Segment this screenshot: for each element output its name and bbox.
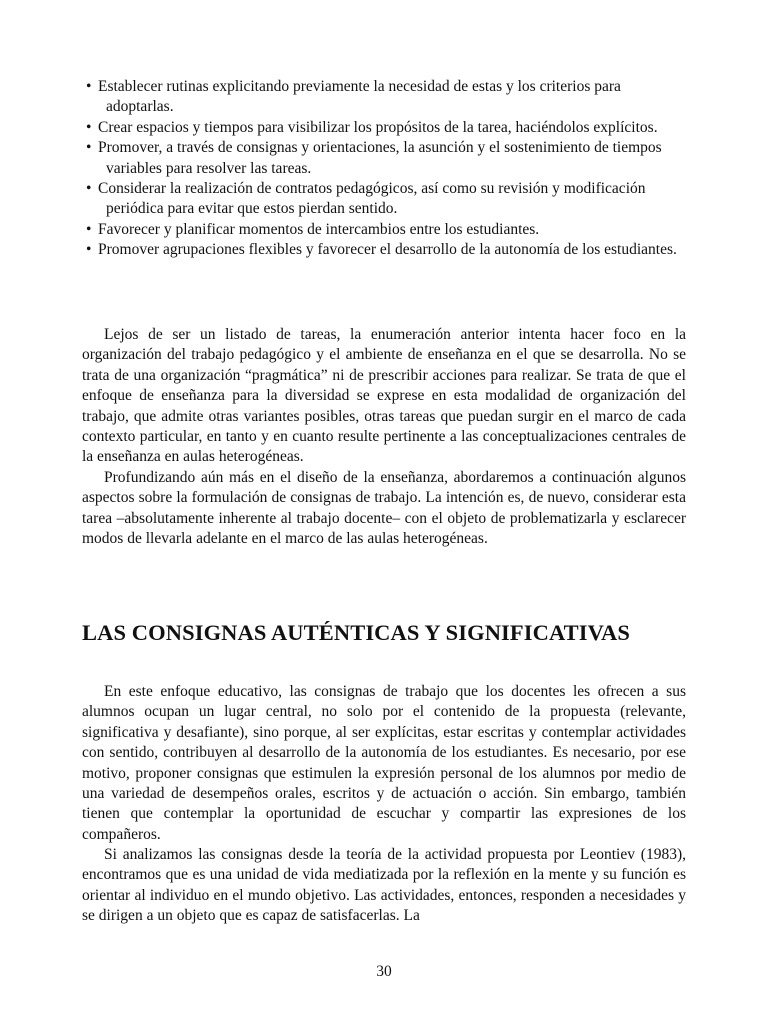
bullet-text: Establecer rutinas explicitando previamente la necesidad de estas y los criterios para adoptarlas. [98, 78, 621, 116]
page-number: 30 [376, 963, 392, 980]
body-paragraph: Si analizamos las consignas desde la teoría de la actividad propuesta por Leontiev (1983), encontramos que es una unidad de vida mediatizada por la reflexión en la mente y su función es orientar al individuo en el mundo objetivo. Las actividades, entonces, responden a necesidades y se dirigen a un objeto que es capaz de satisfacerlas. La [82, 846, 686, 925]
list-item [86, 138, 686, 179]
body-paragraph: Profundizando aún más en el diseño de la enseñanza, abordaremos a continuación algunos aspectos sobre la formulación de consignas de trabajo. La intención es, de nuevo, considerar esta tarea –absolutamente inherente al trabajo docente– con el objeto de problematizarla y esclarecer modos de llevarla adelante en el marco de las aulas heterogéneas. [82, 469, 686, 548]
section-heading: LAS CONSIGNAS AUTÉNTICAS Y SIGNIFICATIVAS [82, 620, 630, 645]
bullet-icon: • [86, 78, 92, 95]
list-item [86, 179, 686, 220]
bullet-icon: • [86, 180, 92, 198]
bullet-text: Crear espacios y tiempos para visibilizar los propósitos de la tarea, haciéndolos explícitos. [98, 118, 658, 136]
bullet-text: Considerar la realización de contratos pedagógicos, así como su revisión y modificación periódica para evitar que estos pierdan sentido. [98, 180, 646, 218]
bullet-icon: • [86, 139, 92, 157]
bullet-icon: • [86, 118, 92, 136]
body-paragraph: En este enfoque educativo, las consignas de trabajo que los docentes les ofrecen a sus alumnos ocupan un lugar central, no solo por el contenido de la propuesta (relevante, significativa y desafiante), sino porque, al ser explícitas, estar escritas y contemplar actividades con sentido, contribuyen al desarrollo de la autonomía de los estudiantes. Es necesario, por ese motivo, proponer consignas que estimulen la expresión personal de los alumnos por medio de una variedad de desempeños orales, escritos y de actuación o acción. Sin embargo, también tienen que contemplar la oportunidad de escuchar y compartir las expresiones de los compañeros. [82, 683, 686, 843]
bullet-icon: • [86, 241, 92, 259]
bullet-text: Promover, a través de consignas y orientaciones, la asunción y el sostenimiento de tiempos variables para resolver las tareas. [98, 139, 662, 177]
list-item [86, 220, 686, 240]
bullet-text: Favorecer y planificar momentos de intercambios entre los estudiantes. [98, 220, 540, 238]
list-item [86, 77, 686, 118]
bullet-text: Promover agrupaciones flexibles y favorecer el desarrollo de la autonomía de los estudiantes. [98, 241, 677, 259]
list-item [86, 118, 686, 138]
body-paragraph: Lejos de ser un listado de tareas, la enumeración anterior intenta hacer foco en la organización del trabajo pedagógico y el ambiente de enseñanza en el que se desarrolla. No se trata de una organización “pragmática” ni de prescribir acciones para realizar. Se trata de que el enfoque de enseñanza para la diversidad se exprese en esta modalidad de organización del trabajo, que admite otras variantes posibles, otras tareas que puedan surgir en el marco de cada contexto particular, en tanto y en cuanto resulte pertinente a las conceptualizaciones centrales de la enseñanza en aulas heterogéneas. [82, 326, 686, 466]
list-item [86, 240, 686, 260]
bullet-icon: • [86, 220, 92, 238]
bullet-list [86, 77, 686, 261]
